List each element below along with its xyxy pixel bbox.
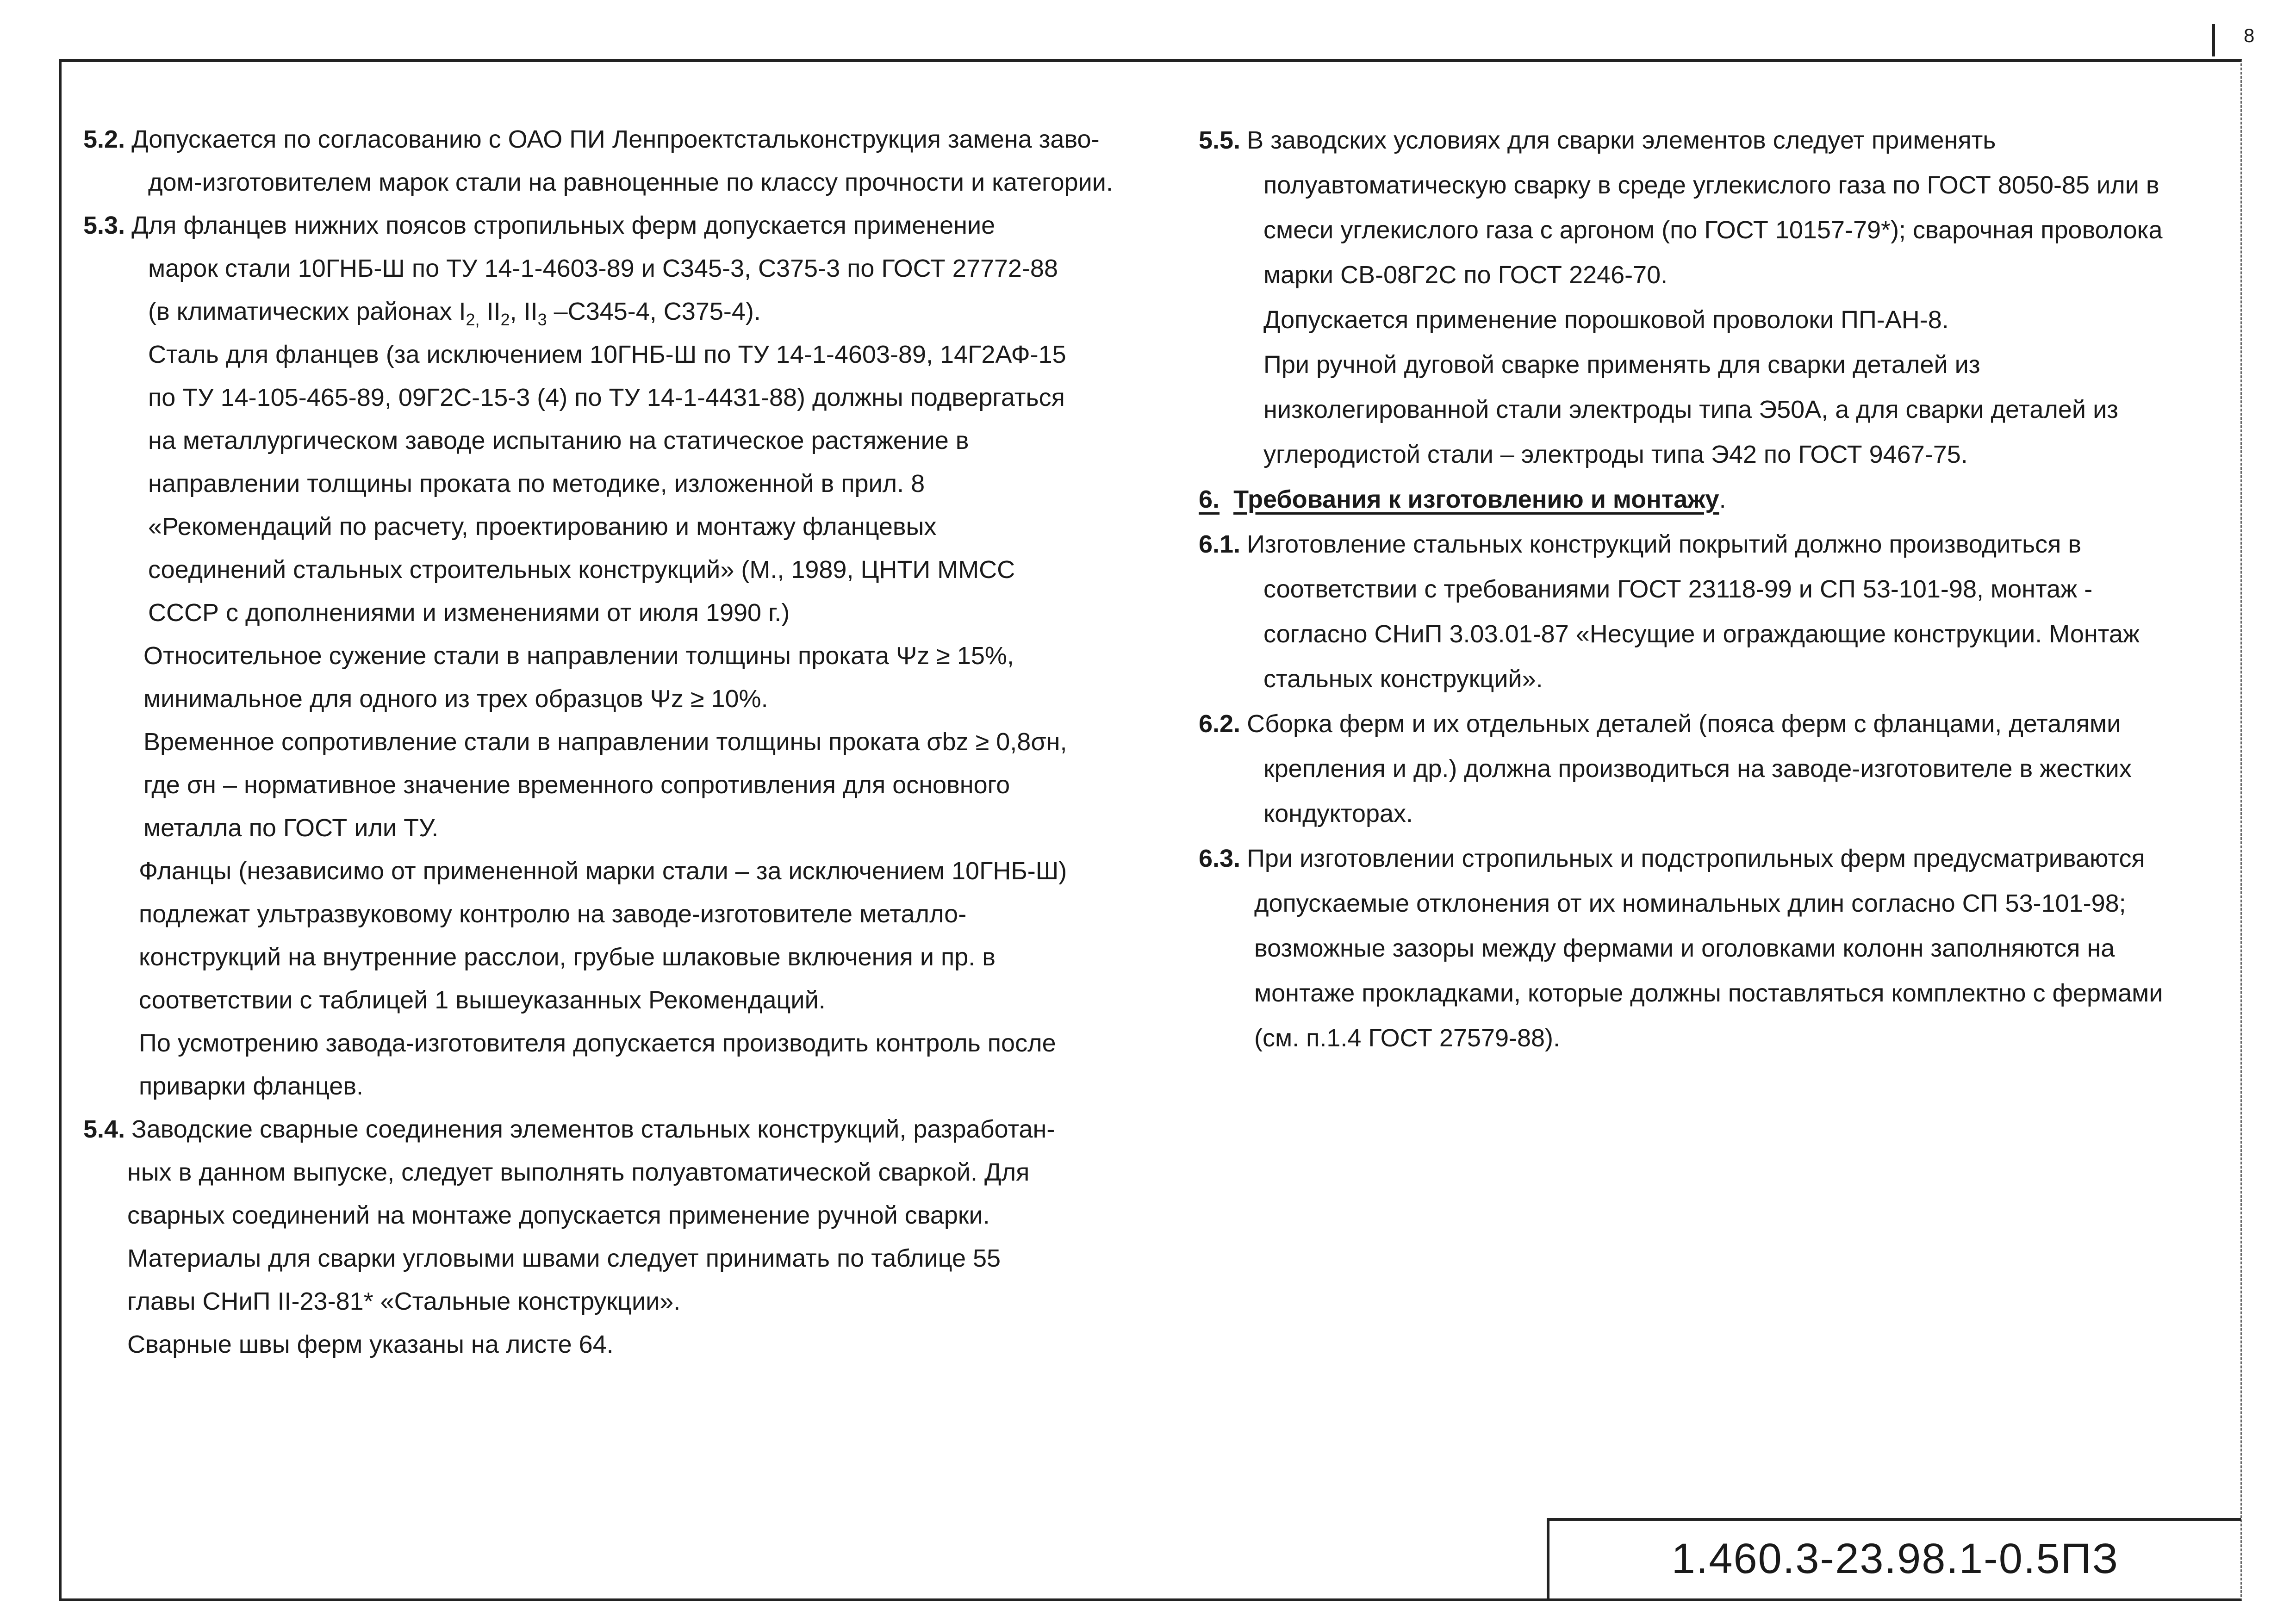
text-line: Фланцы (независимо от примененной марки стали – за исключением 10ГНБ-Ш): [139, 857, 1067, 885]
text: (в климатических районах I: [148, 298, 466, 325]
section-number: 6.: [1199, 485, 1220, 513]
text: Сборка ферм и их отдельных деталей (пояса ферм с фланцами, деталями: [1247, 710, 2121, 738]
text-line: полуавтоматическую сварку в среде углекислого газа по ГОСТ 8050-85 или в: [1263, 171, 2159, 199]
paragraph-5-5: [1199, 118, 2235, 477]
text-line: углеродистой стали – электроды типа Э42 по ГОСТ 9467-75.: [1263, 441, 1968, 468]
heading-line: [1199, 477, 2235, 522]
text: Заводские сварные соединения элементов стальных конструкций, разработан-: [131, 1115, 1055, 1143]
text-line: направлении толщины проката по методике, изложенной в прил. 8: [148, 470, 925, 497]
text-line: крепления и др.) должна производиться на заводе-изготовителе в жестких: [1263, 755, 2132, 783]
text-line: [1199, 522, 2235, 567]
subscript: 3: [537, 310, 547, 329]
paragraph-6-2: [1199, 702, 2235, 836]
text-line: возможные зазоры между фермами и оголовками колонн заполняются на: [1254, 934, 2115, 962]
section-title: Требования к изготовлению и монтажу: [1233, 485, 1719, 513]
heading-dot: .: [1719, 485, 1726, 513]
text-line: [83, 118, 1166, 161]
text-line: на металлургическом заводе испытанию на статическое растяжение в: [148, 427, 969, 454]
text-line: допускаемые отклонения от их номинальных длин согласно СП 53-101-98;: [1254, 889, 2126, 917]
text: При изготовлении стропильных и подстропильных ферм предусматриваются: [1247, 845, 2145, 872]
text-line: Временное сопротивление стали в направлении толщины проката σbz ≥ 0,8σн,: [143, 728, 1067, 756]
left-column: [83, 118, 1166, 1366]
text-line: По усмотрению завода-изготовителя допускается производить контроль после: [139, 1029, 1056, 1057]
paragraph-5-4: [83, 1108, 1166, 1366]
text-line: дом-изготовителем марок стали на равноценные по классу прочности и категории.: [148, 168, 1113, 196]
text-line: монтаже прокладками, которые должны поставляться комплектно с фермами: [1254, 979, 2163, 1007]
title-block: [1547, 1518, 2241, 1601]
subscript: 2,: [466, 310, 480, 329]
text-line: СССР с дополнениями и изменениями от июля 1990 г.): [148, 599, 790, 627]
text-line: стальных конструкций».: [1263, 665, 1543, 693]
text-line: главы СНиП II-23-81* «Стальные конструкции».: [127, 1287, 681, 1315]
text-line: [1199, 702, 2235, 746]
text-line: конструкций на внутренние расслои, грубые шлаковые включения и пр. в: [139, 943, 996, 971]
climate-line: [83, 290, 1166, 333]
page-number: [2212, 19, 2296, 52]
text-line: смеси углекислого газа с аргоном (по ГОСТ 10157-79*); сварочная проволока: [1263, 216, 2163, 244]
text: , II: [510, 298, 538, 325]
text-line: При ручной дуговой сварке применять для сварки деталей из: [1263, 351, 1980, 379]
text-line: соединений стальных строительных конструкций» (М., 1989, ЦНТИ ММСС: [148, 556, 1015, 584]
text-line: Относительное сужение стали в направлении толщины проката Ψz ≥ 15%,: [143, 642, 1014, 670]
paragraph-5-2: [83, 118, 1166, 204]
text-line: согласно СНиП 3.03.01-87 «Несущие и ограждающие конструкции. Монтаж: [1263, 620, 2140, 648]
text-line: по ТУ 14-105-465-89, 09Г2С-15-3 (4) по ТУ 14-1-4431-88) должны подвергаться: [148, 384, 1065, 411]
paragraph-5-3: [83, 204, 1166, 1108]
document-code: 1.460.3-23.98.1-0.5ПЗ: [1671, 1535, 2119, 1582]
text-line: сварных соединений на монтаже допускается применение ручной сварки.: [127, 1201, 990, 1229]
text: Допускается по согласованию с ОАО ПИ Ленпроектстальконструкция замена заво-: [131, 125, 1100, 153]
page-number-text: 8: [2244, 25, 2255, 46]
text-line: низколегированной стали электроды типа Э50А, а для сварки деталей из: [1263, 396, 2118, 423]
text-line: марки СВ-08Г2С по ГОСТ 2246-70.: [1263, 261, 1668, 289]
text: Для фланцев нижних поясов стропильных ферм допускается применение: [131, 211, 996, 239]
text-line: Сталь для фланцев (за исключением 10ГНБ-Ш по ТУ 14-1-4603-89, 14Г2АФ-15: [148, 341, 1066, 368]
text-line: соответствии с требованиями ГОСТ 23118-99 и СП 53-101-98, монтаж -: [1263, 575, 2093, 603]
text: Изготовление стальных конструкций покрытий должно производиться в: [1247, 530, 2082, 558]
text-line: (см. п.1.4 ГОСТ 27579-88).: [1254, 1024, 1561, 1052]
text-line: соответствии с таблицей 1 вышеуказанных Рекомендаций.: [139, 986, 826, 1014]
text: В заводских условиях для сварки элементов следует применять: [1247, 126, 1996, 154]
paragraph-6-3: [1199, 836, 2235, 1061]
text-line: Сварные швы ферм указаны на листе 64.: [127, 1331, 614, 1358]
text: –С345-4, С375-4).: [547, 298, 761, 325]
text-line: ных в данном выпуске, следует выполнять полуавтоматической сваркой. Для: [127, 1158, 1030, 1186]
right-column: [1199, 118, 2235, 1061]
text-line: Допускается применение порошковой проволоки ПП-АН-8.: [1263, 306, 1949, 334]
text-line: [83, 1108, 1166, 1151]
paragraph-number: 6.3.: [1199, 845, 1241, 872]
text-line: металла по ГОСТ или ТУ.: [143, 814, 439, 842]
text-line: приварки фланцев.: [139, 1072, 364, 1100]
text-line: [1199, 118, 2235, 163]
subscript: 2: [500, 310, 510, 329]
page-number-tick: [2212, 24, 2215, 56]
text-line: подлежат ультразвуковому контролю на заводе-изготовителе металло-: [139, 900, 967, 928]
text-line: марок стали 10ГНБ-Ш по ТУ 14-1-4603-89 и С345-3, С375-3 по ГОСТ 27772-88: [148, 255, 1058, 282]
paragraph-number: 6.2.: [1199, 710, 1241, 738]
text: II: [479, 298, 501, 325]
section-6-heading: [1199, 477, 2235, 522]
paragraph-number: 5.5.: [1199, 126, 1241, 154]
text-line: минимальное для одного из трех образцов Ψz ≥ 10%.: [143, 685, 768, 713]
text-line: где σн – нормативное значение временного сопротивления для основного: [143, 771, 1010, 799]
text-line: кондукторах.: [1263, 800, 1413, 827]
text-line: «Рекомендаций по расчету, проектированию и монтажу фланцевых: [148, 513, 937, 541]
text-line: [83, 204, 1166, 247]
text-line: Материалы для сварки угловыми швами следует принимать по таблице 55: [127, 1244, 1001, 1272]
paragraph-number: 5.3.: [83, 211, 125, 239]
paragraph-number: 5.2.: [83, 125, 125, 153]
paragraph-number: 5.4.: [83, 1115, 125, 1143]
text-line: [1199, 836, 2235, 881]
paragraph-6-1: [1199, 522, 2235, 702]
paragraph-number: 6.1.: [1199, 530, 1241, 558]
